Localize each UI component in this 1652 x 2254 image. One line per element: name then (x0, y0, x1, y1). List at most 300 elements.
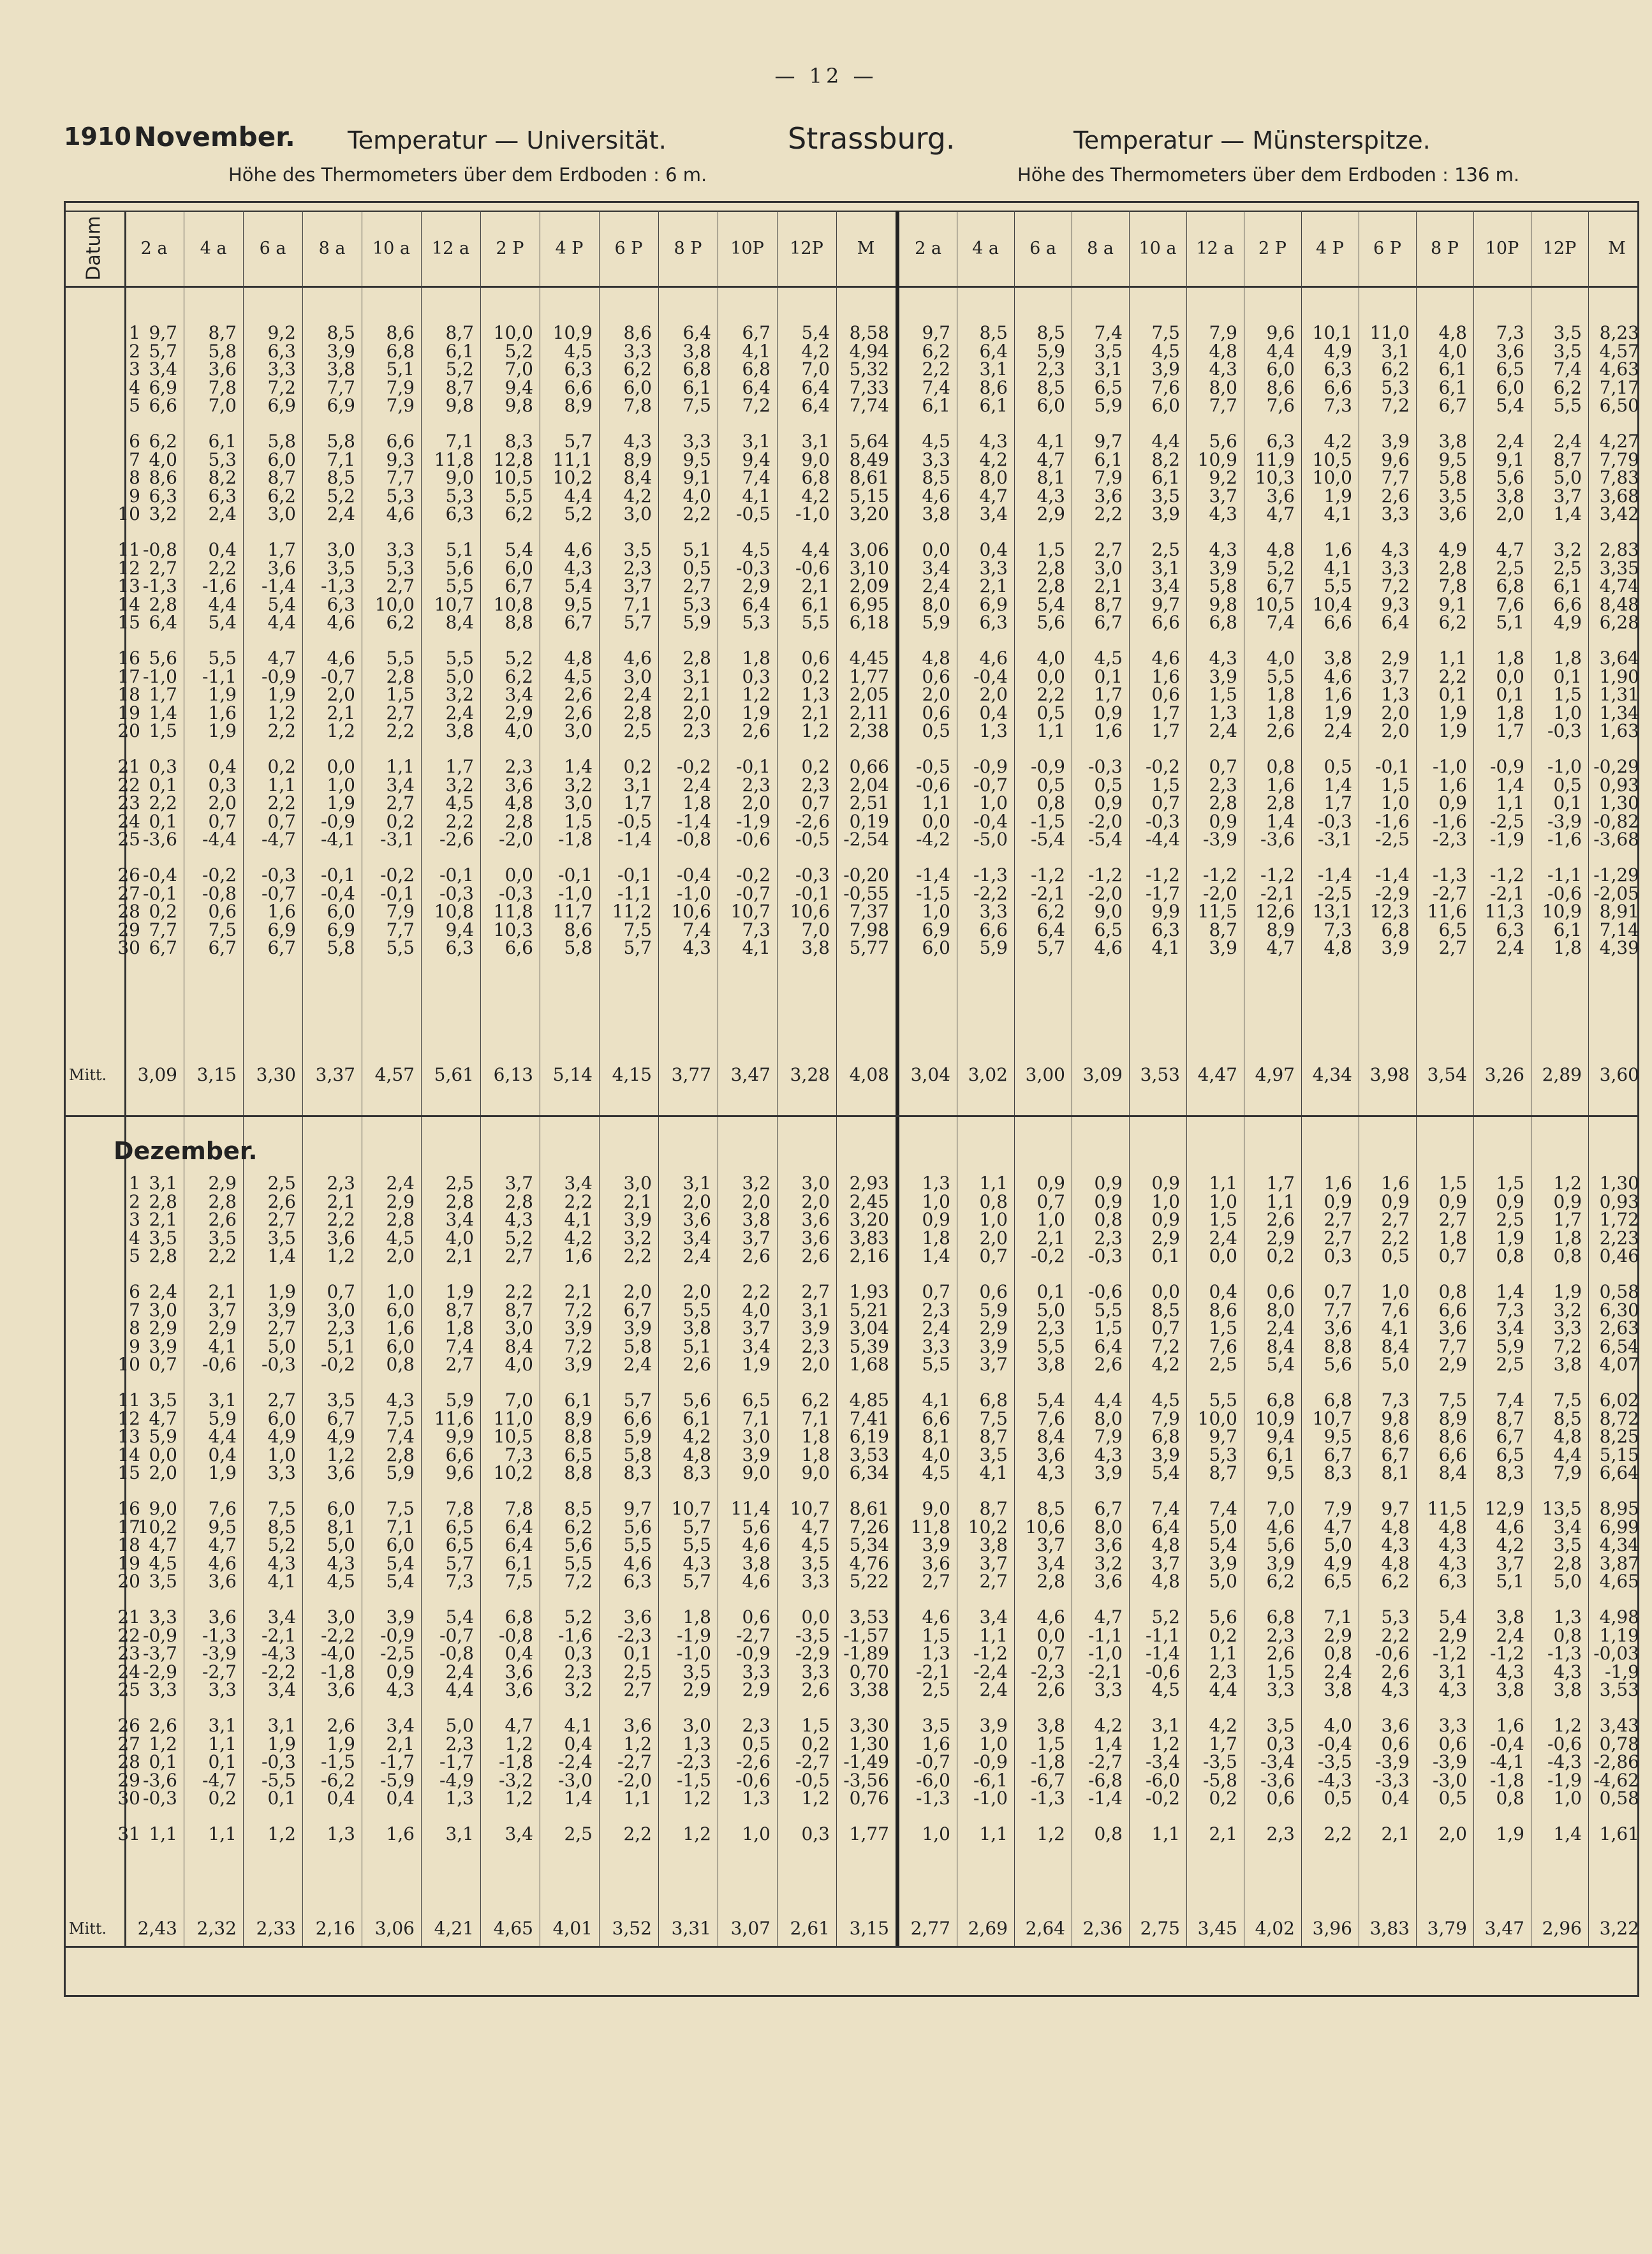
temperature-cell: 7,3 (1496, 322, 1524, 343)
temperature-cell: 7,7 (1438, 1335, 1467, 1357)
temperature-cell: 1,0 (979, 792, 1008, 814)
day-number: 17 (117, 665, 140, 687)
temperature-cell: -0,5 (916, 756, 950, 777)
day-number: 21 (117, 1606, 140, 1627)
temperature-cell: 1,0 (1553, 702, 1582, 723)
temperature-cell: 0,4 (327, 1788, 355, 1809)
temperature-cell: 4,6 (1094, 937, 1123, 959)
temperature-cell: 5,7 (682, 1516, 711, 1538)
temperature-cell: 5,4 (1036, 1390, 1065, 1411)
temperature-cell: 1,0 (922, 1190, 950, 1212)
column-header: 4 P (1316, 238, 1344, 258)
temperature-cell: 8,5 (327, 467, 355, 489)
temperature-cell: -0,6 (795, 557, 830, 579)
month-november-title: November. (134, 121, 295, 152)
temperature-cell: 3,5 (149, 1227, 177, 1249)
temperature-cell: -1,1 (1547, 864, 1582, 886)
temperature-cell: 1,5 (1209, 684, 1237, 706)
temperature-cell: 9,8 (505, 395, 533, 417)
temperature-cell: 4,4 (564, 485, 593, 507)
temperature-cell: 2,11 (849, 702, 889, 723)
temperature-cell: 1,6 (1438, 774, 1467, 796)
column-header: 12 a (1196, 238, 1234, 258)
temperature-cell: 6,9 (922, 919, 950, 940)
temperature-cell: 8,7 (208, 322, 237, 343)
temperature-cell: 1,0 (922, 901, 950, 923)
temperature-cell: 5,1 (1496, 1571, 1524, 1592)
temperature-cell: 3,7 (505, 1173, 533, 1194)
temperature-cell: 6,8 (1266, 1390, 1295, 1411)
temperature-cell: 13,1 (1312, 901, 1352, 923)
temperature-cell: 1,6 (564, 1245, 593, 1267)
temperature-cell: 6,0 (327, 1498, 355, 1519)
temperature-cell: 2,5 (267, 1173, 296, 1194)
temperature-cell: 3,06 (374, 1918, 415, 1939)
temperature-cell: 8,4 (505, 1335, 533, 1357)
temperature-cell: 6,3 (208, 485, 237, 507)
temperature-cell: 0,0 (1036, 1624, 1065, 1646)
temperature-cell: -1,3 (321, 575, 355, 597)
temperature-cell: 7,6 (1209, 1335, 1237, 1357)
temperature-cell: 9,9 (445, 1426, 474, 1448)
temperature-cell: 5,8 (623, 1335, 652, 1357)
temperature-cell: 6,5 (445, 1534, 474, 1556)
temperature-cell: 4,2 (801, 340, 830, 362)
temperature-cell: 7,14 (1599, 919, 1639, 940)
temperature-cell: 3,1 (682, 665, 711, 687)
temperature-cell: 3,6 (922, 1552, 950, 1574)
temperature-cell: 0,3 (742, 665, 771, 687)
temperature-cell: 4,0 (682, 485, 711, 507)
temperature-cell: -1,8 (558, 829, 593, 850)
temperature-cell: 7,2 (267, 376, 296, 398)
temperature-cell: 4,1 (267, 1571, 296, 1592)
temperature-cell: 4,3 (1438, 1552, 1467, 1574)
temperature-cell: -4,3 (1318, 1769, 1352, 1791)
temperature-cell: 6,0 (1496, 376, 1524, 398)
temperature-cell: 1,5 (1151, 774, 1180, 796)
temperature-cell: 5,6 (1266, 1534, 1295, 1556)
temperature-cell: 1,5 (564, 810, 593, 832)
temperature-cell: 2,8 (386, 1444, 415, 1465)
temperature-cell: 1,5 (1036, 1733, 1065, 1754)
temperature-cell: 3,9 (1209, 937, 1237, 959)
temperature-cell: 6,9 (267, 919, 296, 940)
temperature-cell: 0,0 (505, 864, 533, 886)
temperature-cell: -1,2 (1433, 1643, 1467, 1665)
temperature-cell: 4,3 (1438, 1534, 1467, 1556)
temperature-cell: 7,2 (742, 395, 771, 417)
temperature-cell: 2,0 (742, 1190, 771, 1212)
temperature-cell: 5,7 (623, 612, 652, 634)
temperature-cell: 7,4 (1266, 612, 1295, 634)
mean-label: Mitt. (69, 1066, 107, 1084)
temperature-cell: 5,5 (1324, 575, 1352, 597)
day-number: 3 (129, 1209, 140, 1231)
temperature-cell: -3,2 (499, 1769, 533, 1791)
temperature-cell: 1,4 (1496, 1281, 1524, 1302)
temperature-cell: 6,2 (623, 359, 652, 380)
temperature-cell: 5,5 (208, 648, 237, 669)
temperature-cell: 6,1 (445, 340, 474, 362)
temperature-cell: 6,3 (1324, 359, 1352, 380)
temperature-cell: 1,9 (1496, 1227, 1524, 1249)
temperature-cell: 8,3 (1496, 1462, 1524, 1484)
temperature-cell: -1,4 (677, 810, 711, 832)
temperature-cell: 7,0 (208, 395, 237, 417)
temperature-cell: 1,4 (1553, 1823, 1582, 1844)
temperature-cell: 2,96 (1542, 1918, 1582, 1939)
temperature-cell: 3,83 (849, 1227, 889, 1249)
temperature-cell: 8,1 (327, 1516, 355, 1538)
temperature-cell: 3,0 (267, 503, 296, 525)
temperature-cell: 9,0 (1094, 901, 1123, 923)
temperature-cell: 2,4 (922, 575, 950, 597)
temperature-cell: -1,2 (1146, 864, 1180, 886)
temperature-cell: 2,0 (979, 684, 1008, 706)
temperature-cell: 2,4 (1496, 937, 1524, 959)
column-header: 2 a (140, 238, 168, 258)
temperature-cell: 1,6 (1496, 1715, 1524, 1736)
temperature-cell: 1,3 (1553, 1606, 1582, 1627)
temperature-cell: -0,6 (736, 829, 771, 850)
temperature-cell: -4,1 (321, 829, 355, 850)
temperature-cell: 2,6 (1381, 485, 1410, 507)
temperature-cell: 2,3 (564, 1661, 593, 1682)
temperature-cell: 3,9 (267, 1299, 296, 1321)
temperature-cell: -0,1 (736, 756, 771, 777)
temperature-cell: 6,28 (1599, 612, 1639, 634)
temperature-cell: 5,2 (505, 648, 533, 669)
temperature-cell: 8,95 (1599, 1498, 1639, 1519)
temperature-cell: 0,9 (1553, 1190, 1582, 1212)
temperature-cell: 8,1 (1381, 1462, 1410, 1484)
temperature-cell: 6,6 (623, 1407, 652, 1429)
temperature-cell: 3,6 (1438, 503, 1467, 525)
temperature-cell: -2,5 (1375, 829, 1410, 850)
temperature-cell: -1,2 (1490, 1643, 1524, 1665)
temperature-cell: 1,4 (922, 1245, 950, 1267)
temperature-cell: 3,9 (386, 1606, 415, 1627)
temperature-cell: 3,2 (149, 503, 177, 525)
temperature-cell: 4,6 (386, 503, 415, 525)
temperature-cell: -3,5 (1318, 1751, 1352, 1773)
temperature-cell: 1,4 (564, 1788, 593, 1809)
temperature-cell: 2,2 (1438, 665, 1467, 687)
temperature-cell: 2,69 (968, 1918, 1008, 1939)
temperature-cell: 3,8 (1496, 1606, 1524, 1627)
temperature-cell: 6,19 (849, 1426, 889, 1448)
temperature-cell: 2,6 (327, 1715, 355, 1736)
temperature-cell: 3,3 (1381, 503, 1410, 525)
temperature-cell: 0,93 (1599, 774, 1639, 796)
temperature-cell: 4,5 (149, 1552, 177, 1574)
day-number: 5 (129, 395, 140, 417)
temperature-cell: 3,3 (386, 539, 415, 560)
temperature-cell: 3,7 (1496, 1552, 1524, 1574)
temperature-cell: 6,9 (327, 919, 355, 940)
temperature-cell: 5,5 (623, 1534, 652, 1556)
temperature-cell: 2,2 (208, 557, 237, 579)
temperature-cell: -1,9 (677, 1624, 711, 1646)
temperature-cell: 3,8 (682, 1317, 711, 1339)
temperature-cell: 7,3 (445, 1571, 474, 1592)
temperature-cell: 3,9 (1209, 665, 1237, 687)
temperature-cell: -1,9 (1490, 829, 1524, 850)
temperature-cell: 4,3 (1381, 1534, 1410, 1556)
temperature-cell: 5,6 (682, 1390, 711, 1411)
temperature-cell: 3,0 (623, 503, 652, 525)
temperature-cell: 2,1 (208, 1281, 237, 1302)
temperature-cell: 7,0 (505, 1390, 533, 1411)
temperature-cell: 3,1 (208, 1715, 237, 1736)
temperature-cell: 4,7 (801, 1516, 830, 1538)
temperature-cell: 1,1 (267, 774, 296, 796)
temperature-cell: -0,8 (439, 1643, 474, 1665)
temperature-cell: 4,0 (922, 1444, 950, 1465)
temperature-cell: 6,9 (327, 395, 355, 417)
temperature-cell: 7,37 (849, 901, 889, 923)
temperature-cell: 1,0 (979, 1209, 1008, 1231)
temperature-cell: 4,5 (1094, 648, 1123, 669)
temperature-cell: 2,5 (1496, 1209, 1524, 1231)
temperature-cell: 1,5 (1209, 1317, 1237, 1339)
temperature-cell: 6,3 (623, 1571, 652, 1592)
temperature-cell: 8,6 (1266, 376, 1295, 398)
temperature-cell: 2,7 (267, 1317, 296, 1339)
temperature-cell: 1,7 (1151, 702, 1180, 723)
temperature-cell: 6,2 (505, 665, 533, 687)
temperature-cell: 0,1 (149, 810, 177, 832)
temperature-cell: 8,5 (979, 322, 1008, 343)
temperature-cell: -0,2 (677, 756, 711, 777)
temperature-cell: 6,1 (682, 376, 711, 398)
temperature-cell: 1,4 (1324, 774, 1352, 796)
temperature-cell: 3,3 (801, 1661, 830, 1682)
temperature-cell: 1,6 (1381, 1173, 1410, 1194)
temperature-cell: 6,1 (682, 1407, 711, 1429)
temperature-cell: -0,7 (973, 774, 1008, 796)
temperature-cell: -2,7 (617, 1751, 652, 1773)
temperature-cell: 3,07 (730, 1918, 771, 1939)
temperature-cell: 8,6 (979, 376, 1008, 398)
temperature-cell: 0,4 (1381, 1788, 1410, 1809)
temperature-cell: 1,9 (742, 702, 771, 723)
temperature-cell: 4,6 (327, 612, 355, 634)
temperature-cell: 5,39 (849, 1335, 889, 1357)
title-muensterspitze: Temperatur — Münsterspitze. (1073, 126, 1431, 154)
temperature-cell: -0,7 (321, 665, 355, 687)
datum-header (64, 211, 124, 286)
temperature-cell: 5,4 (1151, 1462, 1180, 1484)
temperature-cell: 3,6 (505, 1661, 533, 1682)
temperature-cell: -2,86 (1593, 1751, 1639, 1773)
temperature-cell: 3,8 (922, 503, 950, 525)
temperature-cell: 7,83 (1599, 467, 1639, 489)
temperature-cell: 0,4 (208, 539, 237, 560)
temperature-cell: 10,5 (1255, 593, 1295, 615)
temperature-cell: 5,9 (208, 1407, 237, 1429)
temperature-cell: 3,68 (1599, 485, 1639, 507)
day-number: 24 (117, 1661, 140, 1682)
temperature-cell: 6,3 (445, 503, 474, 525)
temperature-cell: 1,1 (1209, 1173, 1237, 1194)
day-number: 7 (129, 449, 140, 470)
temperature-cell: 3,9 (623, 1209, 652, 1231)
temperature-cell: 1,63 (1599, 720, 1639, 742)
temperature-cell: 8,7 (979, 1498, 1008, 1519)
temperature-cell: 1,5 (801, 1715, 830, 1736)
temperature-cell: 4,2 (979, 449, 1008, 470)
temperature-cell: 4,3 (1496, 1661, 1524, 1682)
temperature-cell: 5,15 (849, 485, 889, 507)
temperature-cell: 4,2 (1094, 1715, 1123, 1736)
temperature-cell: 6,7 (1094, 1498, 1123, 1519)
temperature-cell: 0,5 (1036, 774, 1065, 796)
temperature-cell: 4,97 (1255, 1064, 1295, 1085)
temperature-cell: 1,8 (1553, 937, 1582, 959)
temperature-cell: 5,7 (149, 340, 177, 362)
temperature-cell: 2,7 (505, 1245, 533, 1267)
temperature-cell: 3,8 (1036, 1715, 1065, 1736)
temperature-cell: 7,5 (623, 919, 652, 940)
bottom-rule (64, 1946, 1639, 1948)
temperature-cell: 3,6 (623, 1606, 652, 1627)
temperature-cell: 6,7 (1266, 575, 1295, 597)
temperature-cell: 3,53 (1140, 1064, 1180, 1085)
temperature-cell: -0,8 (677, 829, 711, 850)
temperature-cell: 1,3 (742, 1788, 771, 1809)
temperature-cell: 6,5 (1324, 1571, 1352, 1592)
column-header: 10P (730, 238, 764, 258)
temperature-cell: 7,2 (1553, 1335, 1582, 1357)
temperature-cell: 0,8 (1496, 1245, 1524, 1267)
temperature-cell: 8,6 (564, 919, 593, 940)
temperature-cell: 4,3 (1209, 359, 1237, 380)
day-number: 20 (117, 720, 140, 742)
temperature-cell: 6,6 (1553, 593, 1582, 615)
temperature-cell: 11,8 (434, 449, 474, 470)
thermometer-height-left: Höhe des Thermometers über dem Erdboden : 6 m. (228, 164, 707, 186)
temperature-cell: 2,3 (742, 774, 771, 796)
temperature-cell: 3,0 (1094, 557, 1123, 579)
temperature-cell: -0,3 (736, 557, 771, 579)
temperature-cell: 10,6 (671, 901, 711, 923)
temperature-cell: 1,3 (1381, 684, 1410, 706)
temperature-cell: 8,6 (149, 467, 177, 489)
temperature-cell: 8,3 (623, 1462, 652, 1484)
temperature-cell: 1,1 (1266, 1190, 1295, 1212)
temperature-cell: 1,7 (1094, 684, 1123, 706)
temperature-cell: 4,4 (1094, 1390, 1123, 1411)
temperature-cell: -0,03 (1593, 1643, 1639, 1665)
temperature-cell: 1,7 (1553, 1209, 1582, 1231)
temperature-cell: 1,2 (623, 1733, 652, 1754)
temperature-cell: -4,7 (262, 829, 296, 850)
temperature-cell: 3,45 (1197, 1918, 1237, 1939)
temperature-cell: 3,9 (1381, 431, 1410, 452)
temperature-cell: 5,2 (1266, 557, 1295, 579)
temperature-cell: 1,31 (1599, 684, 1639, 706)
temperature-cell: 2,4 (979, 1679, 1008, 1701)
mean-row (64, 1064, 1639, 1086)
temperature-cell: 4,4 (1553, 1444, 1582, 1465)
temperature-cell: -1,3 (143, 575, 177, 597)
temperature-cell: 9,0 (149, 1498, 177, 1519)
temperature-cell: 8,5 (327, 322, 355, 343)
temperature-cell: 3,3 (208, 1679, 237, 1701)
temperature-cell: 3,1 (267, 1715, 296, 1736)
temperature-cell: 5,3 (386, 557, 415, 579)
temperature-cell: 3,1 (801, 1299, 830, 1321)
temperature-cell: 1,5 (1036, 539, 1065, 560)
temperature-cell: 8,6 (623, 322, 652, 343)
temperature-cell: 0,8 (1496, 1788, 1524, 1809)
temperature-cell: -3,6 (143, 1769, 177, 1791)
temperature-cell: 8,3 (682, 1462, 711, 1484)
temperature-cell: 8,7 (1094, 593, 1123, 615)
temperature-cell: 1,2 (1553, 1173, 1582, 1194)
temperature-cell: 5,2 (445, 359, 474, 380)
temperature-cell: 0,9 (922, 1209, 950, 1231)
temperature-cell: 3,87 (1599, 1552, 1639, 1574)
temperature-cell: 7,5 (1151, 322, 1180, 343)
temperature-cell: 6,3 (979, 612, 1008, 634)
temperature-cell: -2,5 (1318, 882, 1352, 904)
temperature-cell: 0,3 (564, 1643, 593, 1665)
temperature-cell: 3,7 (623, 575, 652, 597)
temperature-cell: 4,4 (1266, 340, 1295, 362)
temperature-cell: 0,4 (208, 756, 237, 777)
temperature-cell: 0,6 (1266, 1788, 1295, 1809)
temperature-cell: 9,7 (922, 322, 950, 343)
temperature-cell: 2,0 (386, 1245, 415, 1267)
temperature-cell: -0,82 (1593, 810, 1639, 832)
temperature-cell: 6,8 (1381, 919, 1410, 940)
temperature-cell: 3,60 (1599, 1064, 1639, 1085)
temperature-cell: 6,2 (1553, 376, 1582, 398)
temperature-cell: 1,8 (1266, 684, 1295, 706)
temperature-cell: 1,3 (1209, 702, 1237, 723)
day-number: 3 (129, 359, 140, 380)
temperature-cell: 2,6 (208, 1209, 237, 1231)
temperature-cell: 2,8 (445, 1190, 474, 1212)
temperature-cell: 0,0 (1036, 665, 1065, 687)
temperature-cell: 6,6 (505, 937, 533, 959)
temperature-cell: 1,0 (1381, 792, 1410, 814)
temperature-cell: 4,7 (979, 485, 1008, 507)
temperature-cell: 10,0 (493, 322, 533, 343)
day-number: 27 (117, 1733, 140, 1754)
temperature-cell: -0,9 (973, 1751, 1008, 1773)
temperature-cell: 0,9 (1094, 1173, 1123, 1194)
temperature-cell: -1,5 (916, 882, 950, 904)
temperature-cell: 2,5 (1553, 557, 1582, 579)
temperature-cell: -1,7 (1146, 882, 1180, 904)
temperature-cell: 4,6 (979, 648, 1008, 669)
temperature-cell: 9,5 (564, 593, 593, 615)
temperature-cell: 3,8 (1324, 648, 1352, 669)
temperature-cell: 2,4 (386, 1173, 415, 1194)
temperature-cell: 6,5 (1094, 919, 1123, 940)
temperature-cell: 3,5 (149, 1571, 177, 1592)
temperature-cell: 2,16 (849, 1245, 889, 1267)
temperature-cell: 3,26 (1484, 1064, 1524, 1085)
temperature-cell: -2,0 (1088, 882, 1123, 904)
temperature-cell: 10,7 (434, 593, 474, 615)
temperature-cell: 8,6 (1381, 1426, 1410, 1448)
temperature-cell: 2,33 (256, 1918, 296, 1939)
